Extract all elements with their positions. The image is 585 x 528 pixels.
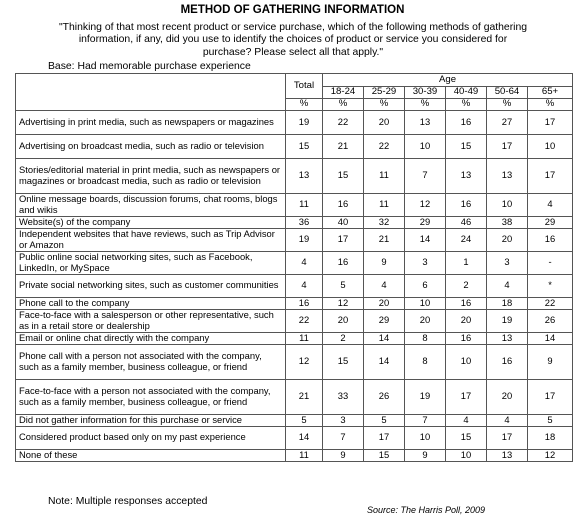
age-value-cell: 15: [323, 344, 364, 379]
table-row: [16, 309, 573, 332]
total-value-cell: 13: [286, 158, 323, 193]
age-value-cell: 24: [446, 228, 487, 251]
row-label: Advertising on broadcast media, such as radio or television: [16, 134, 286, 158]
unit-header: %: [286, 99, 323, 111]
age-value-cell: 10: [446, 344, 487, 379]
total-value-cell: 11: [286, 193, 323, 216]
row-label: Independent websites that have reviews, such as Trip Advisor or Amazon: [16, 228, 286, 251]
age-value-cell: 11: [364, 193, 405, 216]
age-value-cell: 5: [323, 274, 364, 297]
age-value-cell: 15: [446, 134, 487, 158]
base-note: Base: Had memorable purchase experience: [48, 61, 251, 72]
age-header: Age: [323, 74, 573, 87]
age-value-cell: 20: [323, 309, 364, 332]
age-value-cell: 18: [487, 297, 528, 309]
age-value-cell: 16: [446, 193, 487, 216]
age-value-cell: 27: [487, 110, 528, 134]
age-value-cell: 20: [446, 309, 487, 332]
age-value-cell: 4: [446, 414, 487, 426]
unit-header: %: [446, 99, 487, 111]
row-label: Phone call with a person not associated with the company, such as a family member, business colleague, or friend: [16, 344, 286, 379]
table-row: [16, 228, 573, 251]
table-row: [16, 251, 573, 274]
row-label: Online message boards, discussion forums, chat rooms, blogs and wikis: [16, 193, 286, 216]
total-value-cell: 16: [286, 297, 323, 309]
table-row: [16, 426, 573, 449]
total-value-cell: 19: [286, 110, 323, 134]
age-value-cell: 3: [487, 251, 528, 274]
total-value-cell: 19: [286, 228, 323, 251]
row-label: Face-to-face with a salesperson or other representative, such as in a retail store or dealership: [16, 309, 286, 332]
table-row: [16, 134, 573, 158]
age-value-cell: 20: [487, 228, 528, 251]
age-value-cell: 20: [487, 379, 528, 414]
survey-question: "Thinking of that most recent product or service purchase, which of the following methods of gathering information, if any, did you use to identify the choices of product or service you considered for purchase? Please select all that apply.": [58, 22, 528, 58]
age-value-cell: 16: [323, 251, 364, 274]
age-value-cell: 29: [364, 309, 405, 332]
row-label: Phone call to the company: [16, 297, 286, 309]
table-row: [16, 332, 573, 344]
age-value-cell: 18: [528, 426, 573, 449]
age-value-cell: 9: [528, 344, 573, 379]
unit-header: %: [405, 99, 446, 111]
age-value-cell: 3: [405, 251, 446, 274]
table-row: [16, 414, 573, 426]
row-label: Private social networking sites, such as customer communities: [16, 274, 286, 297]
age-value-cell: *: [528, 274, 573, 297]
table-row: [16, 449, 573, 461]
age-value-cell: 19: [487, 309, 528, 332]
age-value-cell: 12: [405, 193, 446, 216]
age-value-cell: 22: [323, 110, 364, 134]
age-value-cell: 13: [487, 332, 528, 344]
header-blank-cell: [16, 74, 286, 111]
total-value-cell: 15: [286, 134, 323, 158]
age-value-cell: 1: [446, 251, 487, 274]
total-value-cell: 11: [286, 332, 323, 344]
age-value-cell: 10: [405, 297, 446, 309]
age-value-cell: 13: [487, 449, 528, 461]
age-value-cell: 5: [364, 414, 405, 426]
age-value-cell: 20: [364, 110, 405, 134]
age-value-cell: 16: [446, 110, 487, 134]
unit-header: %: [487, 99, 528, 111]
total-value-cell: 4: [286, 251, 323, 274]
age-value-cell: 4: [487, 274, 528, 297]
row-label: Email or online chat directly with the company: [16, 332, 286, 344]
age-group-header: 30-39: [405, 87, 446, 99]
age-value-cell: 4: [528, 193, 573, 216]
total-value-cell: 5: [286, 414, 323, 426]
table-row: [16, 193, 573, 216]
table-row: [16, 110, 573, 134]
age-value-cell: 33: [323, 379, 364, 414]
age-value-cell: 14: [364, 332, 405, 344]
age-value-cell: 16: [487, 344, 528, 379]
age-group-header: 40-49: [446, 87, 487, 99]
age-value-cell: 17: [528, 158, 573, 193]
age-value-cell: 2: [323, 332, 364, 344]
age-value-cell: 38: [487, 216, 528, 228]
age-value-cell: 8: [405, 332, 446, 344]
age-value-cell: 29: [405, 216, 446, 228]
age-value-cell: 16: [446, 297, 487, 309]
table-row: [16, 344, 573, 379]
age-value-cell: 11: [364, 158, 405, 193]
age-value-cell: 9: [323, 449, 364, 461]
row-label: Website(s) of the company: [16, 216, 286, 228]
age-group-header: 18-24: [323, 87, 364, 99]
page-title: METHOD OF GATHERING INFORMATION: [180, 4, 405, 16]
age-group-header: 25-29: [364, 87, 405, 99]
total-value-cell: 14: [286, 426, 323, 449]
age-value-cell: 10: [405, 426, 446, 449]
age-value-cell: 10: [405, 134, 446, 158]
age-value-cell: 46: [446, 216, 487, 228]
row-label: Public online social networking sites, such as Facebook, LinkedIn, or MySpace: [16, 251, 286, 274]
age-value-cell: 21: [323, 134, 364, 158]
row-label: Stories/editorial material in print media, such as newspapers or magazines or broadcast media, such as radio or television: [16, 158, 286, 193]
age-value-cell: 14: [364, 344, 405, 379]
age-value-cell: -: [528, 251, 573, 274]
age-value-cell: 9: [364, 251, 405, 274]
total-value-cell: 21: [286, 379, 323, 414]
age-value-cell: 32: [364, 216, 405, 228]
age-value-cell: 12: [528, 449, 573, 461]
age-value-cell: 26: [364, 379, 405, 414]
age-value-cell: 13: [487, 158, 528, 193]
age-value-cell: 17: [528, 110, 573, 134]
unit-header: %: [364, 99, 405, 111]
table-row: [16, 297, 573, 309]
age-value-cell: 3: [323, 414, 364, 426]
total-value-cell: 22: [286, 309, 323, 332]
row-label: Advertising in print media, such as newspapers or magazines: [16, 110, 286, 134]
unit-header: %: [528, 99, 573, 111]
results-table: [15, 73, 573, 462]
age-value-cell: 22: [364, 134, 405, 158]
age-value-cell: 14: [405, 228, 446, 251]
table-row: [16, 274, 573, 297]
age-value-cell: 17: [487, 426, 528, 449]
table-row: [16, 158, 573, 193]
table-row: [16, 379, 573, 414]
age-value-cell: 26: [528, 309, 573, 332]
age-value-cell: 12: [323, 297, 364, 309]
total-header: Total: [286, 74, 323, 99]
age-value-cell: 5: [528, 414, 573, 426]
age-value-cell: 20: [364, 297, 405, 309]
age-value-cell: 10: [446, 449, 487, 461]
age-value-cell: 10: [528, 134, 573, 158]
age-value-cell: 17: [487, 134, 528, 158]
footnote: Note: Multiple responses accepted: [48, 496, 208, 507]
age-value-cell: 10: [487, 193, 528, 216]
age-value-cell: 19: [405, 379, 446, 414]
age-value-cell: 40: [323, 216, 364, 228]
age-group-header: 50-64: [487, 87, 528, 99]
age-value-cell: 16: [323, 193, 364, 216]
age-value-cell: 21: [364, 228, 405, 251]
age-value-cell: 2: [446, 274, 487, 297]
row-label: Considered product based only on my past experience: [16, 426, 286, 449]
age-value-cell: 15: [446, 426, 487, 449]
age-group-header: 65+: [528, 87, 573, 99]
row-label: None of these: [16, 449, 286, 461]
age-value-cell: 14: [528, 332, 573, 344]
age-value-cell: 17: [446, 379, 487, 414]
age-value-cell: 29: [528, 216, 573, 228]
age-value-cell: 8: [405, 344, 446, 379]
age-value-cell: 22: [528, 297, 573, 309]
age-value-cell: 13: [405, 110, 446, 134]
age-value-cell: 7: [405, 158, 446, 193]
total-value-cell: 36: [286, 216, 323, 228]
age-value-cell: 15: [323, 158, 364, 193]
age-value-cell: 17: [364, 426, 405, 449]
age-value-cell: 17: [323, 228, 364, 251]
age-value-cell: 4: [487, 414, 528, 426]
age-value-cell: 17: [528, 379, 573, 414]
row-label: Did not gather information for this purchase or service: [16, 414, 286, 426]
total-value-cell: 4: [286, 274, 323, 297]
source-credit: Source: The Harris Poll, 2009: [367, 505, 486, 515]
age-value-cell: 15: [364, 449, 405, 461]
age-value-cell: 9: [405, 449, 446, 461]
age-value-cell: 7: [323, 426, 364, 449]
age-value-cell: 13: [446, 158, 487, 193]
table-row: [16, 216, 573, 228]
unit-header: %: [323, 99, 364, 111]
age-value-cell: 16: [528, 228, 573, 251]
row-label: Face-to-face with a person not associated with the company, such as a family member, business colleague, or friend: [16, 379, 286, 414]
age-value-cell: 16: [446, 332, 487, 344]
age-value-cell: 7: [405, 414, 446, 426]
total-value-cell: 12: [286, 344, 323, 379]
age-value-cell: 4: [364, 274, 405, 297]
age-value-cell: 20: [405, 309, 446, 332]
age-value-cell: 6: [405, 274, 446, 297]
total-value-cell: 11: [286, 449, 323, 461]
